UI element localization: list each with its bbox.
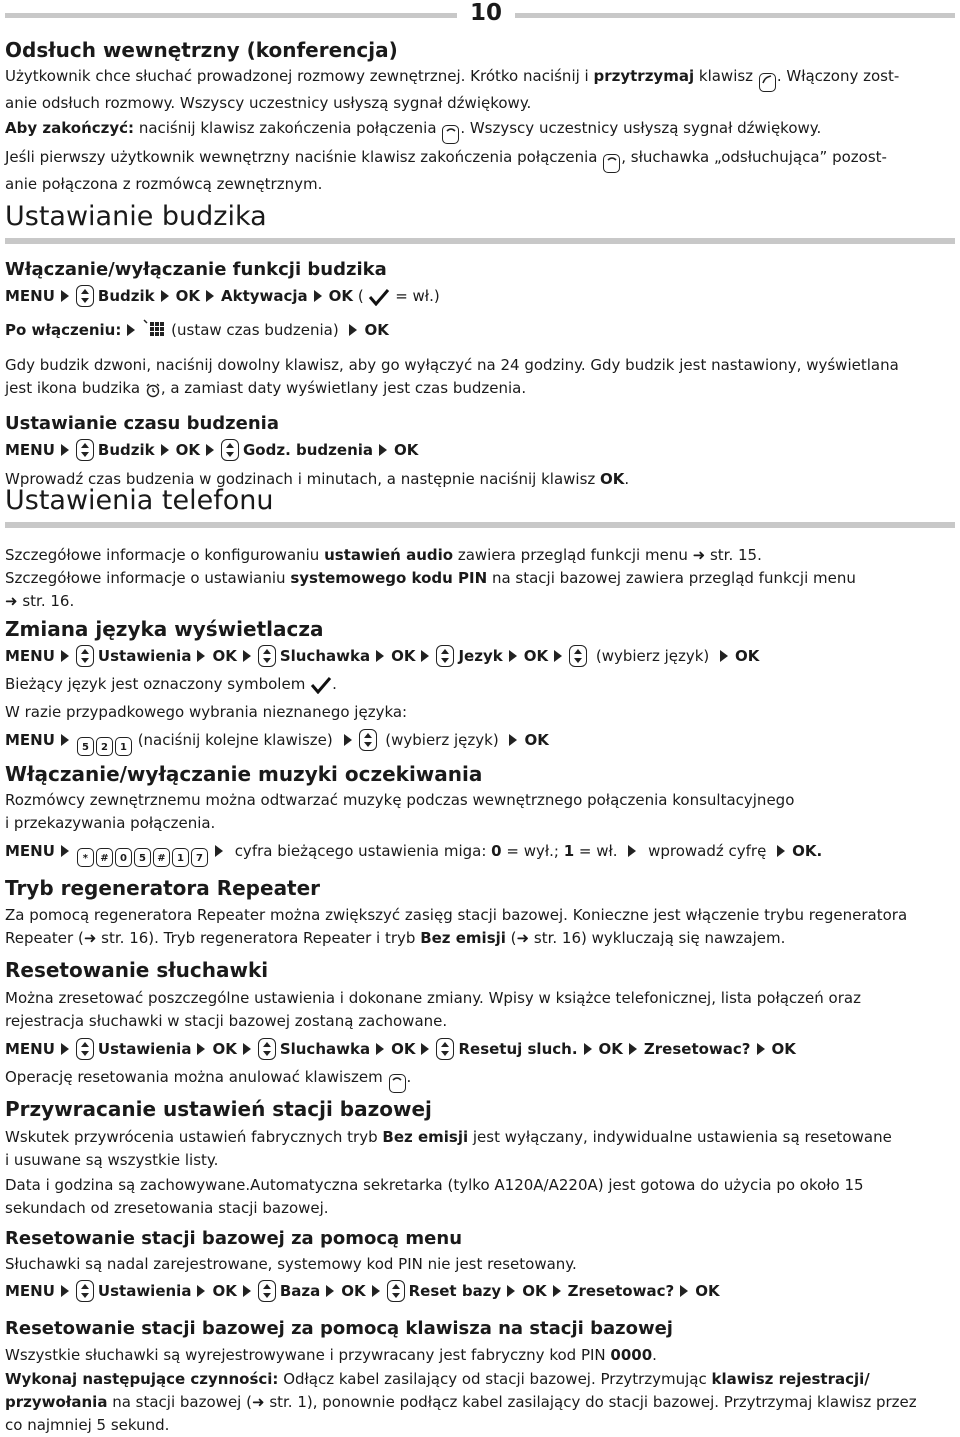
nav-key-icon: [436, 645, 454, 667]
nav-key-icon: [258, 645, 276, 667]
alarm-clock-icon: [145, 382, 161, 405]
nav-key-icon: [436, 1038, 454, 1060]
ok-label: OK: [695, 1282, 720, 1300]
menu-path: [5, 1280, 955, 1303]
text: naciśnij klawisz zakończenia połączenia: [134, 119, 442, 137]
section-muzyka: [5, 762, 955, 867]
keypad-icon: [142, 318, 166, 347]
text: Wszystkie słuchawki są wyrejestrowywane i przywracany jest fabryczny kod PIN: [5, 1346, 611, 1364]
nav-key-icon: [258, 1280, 276, 1302]
key-0-icon: 0: [115, 848, 132, 867]
ok-label: OK: [524, 731, 549, 749]
section-title: Odsłuch wewnętrzny (konferencja): [5, 38, 398, 62]
paragraph-line: [5, 590, 955, 613]
menu-path: [5, 645, 955, 668]
text: Bieżący język jest oznaczony symbolem: [5, 675, 311, 693]
text: (wybierz język): [380, 731, 504, 749]
section-jezyk: [5, 617, 955, 756]
heading-rule: [5, 238, 955, 244]
paragraph-line: [5, 1368, 955, 1391]
text: .: [406, 1068, 412, 1086]
text: jest ikona budzika: [5, 379, 145, 397]
bold-text: 0000: [610, 1346, 653, 1364]
ok-label: OK: [391, 647, 416, 665]
triangle-arrow-icon: [197, 1043, 205, 1055]
paragraph-line: rejestracja słuchawki w stacji bazowej zostaną zachowane.: [5, 1012, 448, 1030]
triangle-arrow-icon: [554, 650, 562, 662]
bold-text: 1: [563, 842, 575, 860]
text: .: [652, 1346, 657, 1364]
paragraph-line: [5, 1126, 955, 1149]
text: na stacji bazowej zawiera przegląd funkcji menu: [487, 569, 856, 587]
triangle-arrow-icon: [344, 734, 352, 746]
reference-arrow-icon: ➜: [251, 1393, 265, 1411]
text: (wybierz język): [591, 647, 715, 665]
menu-label: MENU: [5, 287, 55, 305]
text: Repeater (: [5, 929, 84, 947]
menu-item: Ustawienia: [97, 1282, 192, 1300]
ok-label: OK: [598, 1040, 623, 1058]
key-1-icon: 1: [172, 848, 189, 867]
nav-key-icon: [76, 1280, 94, 1302]
page-number: 10: [469, 0, 502, 26]
ok-label: OK: [328, 287, 354, 305]
triangle-arrow-icon: [61, 444, 69, 456]
menu-path: [5, 729, 955, 756]
text: str. 1), ponownie podłącz kabel zasilający do stacji bazowej. Przytrzymaj klawisz przez: [264, 1393, 917, 1411]
reference-arrow-icon: ➜: [83, 929, 97, 947]
triangle-arrow-icon: [61, 1285, 69, 1297]
menu-item: Budzik: [97, 441, 155, 459]
triangle-arrow-icon: [206, 444, 214, 456]
header-rule-right: [515, 13, 955, 18]
key-hash-icon: #: [153, 848, 170, 867]
menu-path: [5, 318, 955, 347]
triangle-arrow-icon: [243, 1043, 251, 1055]
text: Operację resetowania można anulować klawiszem: [5, 1068, 388, 1086]
ok-label: OK: [212, 1040, 237, 1058]
ok-label: OK: [341, 1282, 366, 1300]
text: zawiera przegląd funkcji menu: [453, 546, 693, 564]
section-reset-sluchawki: [5, 958, 955, 1093]
text: klawisz: [694, 67, 758, 85]
text: = wył.;: [501, 842, 564, 860]
ok-label: OK: [735, 647, 760, 665]
ok-label: OK: [771, 1040, 796, 1058]
ok-label: OK: [212, 1282, 237, 1300]
text: wprowadź cyfrę: [643, 842, 772, 860]
triangle-arrow-icon: [376, 1043, 384, 1055]
triangle-arrow-icon: [61, 734, 69, 746]
menu-path: [5, 840, 955, 867]
section-przywracanie: [5, 1097, 955, 1220]
section-heading: Ustawianie budzika: [5, 201, 267, 232]
paragraph-line: [5, 673, 955, 701]
triangle-arrow-icon: [372, 1285, 380, 1297]
triangle-arrow-icon: [161, 444, 169, 456]
triangle-arrow-icon: [421, 1043, 429, 1055]
paragraph-line: sekundach od zresetowania stacji bazowej.: [5, 1199, 329, 1217]
ok-label: OK: [523, 647, 549, 665]
section-title: Resetowanie słuchawki: [5, 958, 269, 982]
text: Użytkownik chce słuchać prowadzonej rozmowy zewnętrznej. Krótko naciśnij i: [5, 67, 594, 85]
section-title: Włączanie/wyłączanie muzyki oczekiwania: [5, 762, 483, 786]
end-call-key-icon: [389, 1074, 406, 1093]
menu-item: Jezyk: [458, 647, 503, 665]
key-5-icon: 5: [134, 848, 151, 867]
ok-label: OK: [391, 1040, 416, 1058]
paragraph-line: [5, 146, 955, 173]
triangle-arrow-icon: [553, 1285, 561, 1297]
triangle-arrow-icon: [243, 650, 251, 662]
nav-key-icon: [76, 439, 94, 461]
bold-text: Bez emisji: [420, 929, 506, 947]
nav-key-icon: [359, 729, 377, 751]
triangle-arrow-icon: [584, 1043, 592, 1055]
triangle-arrow-icon: [326, 1285, 334, 1297]
text: str. 15.: [705, 546, 762, 564]
paragraph-line: co najmniej 5 sekund.: [5, 1416, 170, 1434]
triangle-arrow-icon: [314, 290, 322, 302]
text: (: [353, 287, 369, 305]
bold-text: Bez emisji: [382, 1128, 469, 1146]
key-2-icon: 2: [96, 737, 113, 756]
checkmark-icon: [310, 676, 332, 701]
bold-text: systemowego kodu PIN: [290, 569, 488, 587]
text: Wprowadź czas budzenia w godzinach i minutach, a następnie naciśnij klawisz: [5, 470, 601, 488]
triangle-arrow-icon: [421, 650, 429, 662]
subsection-title: Włączanie/wyłączanie funkcji budzika: [5, 259, 387, 280]
menu-item: Ustawienia: [97, 1040, 192, 1058]
bold-text: 0: [491, 842, 502, 860]
nav-key-icon: [569, 645, 587, 667]
triangle-arrow-icon: [629, 1043, 637, 1055]
heading-rule: [5, 522, 955, 528]
paragraph-line: anie połączona z rozmówcą zewnętrznym.: [5, 175, 323, 193]
paragraph-line: Data i godzina są zachowywane.Automatyczna sekretarka (tylko A120A/A220A) jest gotowa do użycia po około 15: [5, 1176, 864, 1194]
menu-item: Resetuj sluch.: [458, 1040, 578, 1058]
subsection-title: Resetowanie stacji bazowej za pomocą klawisza na stacji bazowej: [5, 1318, 673, 1339]
paragraph-line: [5, 927, 955, 950]
bold-text: klawisz rejestracji/: [711, 1370, 870, 1388]
bold-text: OK: [600, 470, 625, 488]
nav-key-icon: [258, 1038, 276, 1060]
checkmark-icon: [368, 288, 390, 313]
section-repeater: [5, 876, 955, 950]
section-ustawienia-telefonu: [5, 484, 955, 613]
ok-label: OK: [394, 441, 419, 459]
text: . Wszyscy uczestnicy usłyszą sygnał dźwiękowy.: [460, 119, 822, 137]
triangle-arrow-icon: [61, 845, 69, 857]
triangle-arrow-icon: [509, 734, 517, 746]
triangle-arrow-icon: [61, 1043, 69, 1055]
menu-item: Godz. budzenia: [243, 441, 374, 459]
paragraph-line: W razie przypadkowego wybrania nieznanego języka:: [5, 703, 408, 721]
section-budzik: [5, 200, 955, 491]
triangle-arrow-icon: [720, 650, 728, 662]
ok-label: OK: [522, 1282, 547, 1300]
triangle-arrow-icon: [197, 650, 205, 662]
text: (: [505, 929, 517, 947]
section-title: Tryb regeneratora Repeater: [5, 876, 321, 900]
key-star-icon: *: [77, 848, 94, 867]
ok-label: OK.: [792, 842, 823, 860]
text: , a zamiast daty wyświetlany jest czas budzenia.: [160, 379, 527, 397]
triangle-arrow-icon: [509, 650, 517, 662]
triangle-arrow-icon: [680, 1285, 688, 1297]
key-hash-icon: #: [96, 848, 113, 867]
menu-item: Reset bazy: [408, 1282, 502, 1300]
triangle-arrow-icon: [628, 845, 636, 857]
key-5-icon: 5: [77, 737, 94, 756]
text: .: [624, 470, 630, 488]
ok-label: OK: [212, 647, 237, 665]
triangle-arrow-icon: [215, 845, 223, 857]
text: Jeśli pierwszy użytkownik wewnętrzny naciśnie klawisz zakończenia połączenia: [5, 148, 603, 166]
text: Odłącz kabel zasilający od stacji bazowej. Przytrzymując: [278, 1370, 712, 1388]
bold-text: Aby zakończyć:: [5, 119, 135, 137]
triangle-arrow-icon: [349, 324, 357, 336]
triangle-arrow-icon: [379, 444, 387, 456]
section-reset-klawisz: [5, 1318, 955, 1437]
menu-label: MENU: [5, 647, 55, 665]
section-reset-menu: [5, 1228, 955, 1303]
text: cyfra bieżącego ustawienia miga:: [229, 842, 492, 860]
menu-item: Budzik: [97, 287, 155, 305]
paragraph-line: [5, 1066, 955, 1093]
menu-item: Sluchawka: [279, 647, 371, 665]
triangle-arrow-icon: [777, 845, 785, 857]
menu-item: Aktywacja: [221, 287, 308, 305]
key-7-icon: 7: [191, 848, 208, 867]
triangle-arrow-icon: [61, 650, 69, 662]
triangle-arrow-icon: [61, 290, 69, 302]
menu-label: MENU: [5, 731, 55, 749]
nav-key-icon: [387, 1280, 405, 1302]
menu-label: MENU: [5, 842, 55, 860]
bold-text: Po włączeniu:: [5, 321, 122, 339]
paragraph-line: [5, 1344, 955, 1367]
section-heading: Ustawienia telefonu: [5, 485, 274, 516]
triangle-arrow-icon: [127, 324, 135, 336]
nav-key-icon: [221, 439, 239, 461]
text: , słuchawka „odsłuchująca” pozost-: [621, 148, 887, 166]
bold-text: ustawień audio: [324, 546, 454, 564]
ok-label: OK: [175, 287, 200, 305]
paragraph-line: Rozmówcy zewnętrznemu można odtwarzać muzykę podczas wewnętrznego połączenia konsultacyjnego: [5, 791, 795, 809]
bold-text: przywołania: [5, 1393, 108, 1411]
page-header-bar: [5, 0, 955, 26]
reference-arrow-icon: ➜: [5, 592, 18, 610]
menu-item: Ustawienia: [97, 647, 192, 665]
text: str. 16.: [17, 592, 75, 610]
nav-key-icon: [76, 1038, 94, 1060]
menu-item: Sluchawka: [279, 1040, 371, 1058]
triangle-arrow-icon: [376, 650, 384, 662]
ok-label: OK: [364, 321, 389, 339]
paragraph-line: i przekazywania połączenia.: [5, 814, 216, 832]
section-odsluch: [5, 38, 955, 196]
key-1-icon: 1: [115, 737, 132, 756]
text: Szczegółowe informacje o ustawianiu: [5, 569, 291, 587]
end-call-key-icon: [442, 125, 459, 144]
end-call-key-icon: [603, 154, 620, 173]
reference-arrow-icon: ➜: [692, 546, 706, 564]
text: (naciśnij kolejne klawisze): [132, 731, 338, 749]
paragraph-line: [5, 1391, 955, 1414]
reference-arrow-icon: ➜: [516, 929, 530, 947]
menu-label: MENU: [5, 441, 55, 459]
triangle-arrow-icon: [243, 1285, 251, 1297]
text: (ustaw czas budzenia): [166, 321, 344, 339]
text: str. 16) wykluczają się nawzajem.: [529, 929, 786, 947]
paragraph-line: [5, 544, 955, 567]
text: str. 16). Tryb regeneratora Repeater i tryb: [96, 929, 421, 947]
menu-path: [5, 439, 955, 462]
section-title: Przywracanie ustawień stacji bazowej: [5, 1097, 432, 1121]
triangle-arrow-icon: [197, 1285, 205, 1297]
paragraph-line: [5, 65, 955, 92]
text: . Włączony zost-: [776, 67, 900, 85]
paragraph-line: [5, 567, 955, 590]
subsection-title: Resetowanie stacji bazowej za pomocą menu: [5, 1228, 463, 1249]
menu-label: MENU: [5, 1282, 55, 1300]
talk-key-icon: [759, 73, 776, 92]
nav-key-icon: [76, 285, 94, 307]
ok-label: OK: [175, 441, 200, 459]
paragraph-line: Za pomocą regeneratora Repeater można zwiększyć zasięg stacji bazowej. Konieczne jest włączenie trybu regeneratora: [5, 906, 908, 924]
section-title: Zmiana języka wyświetlacza: [5, 617, 324, 641]
text: na stacji bazowej (: [107, 1393, 252, 1411]
bold-text: Wykonaj następujące czynności:: [5, 1370, 279, 1388]
menu-path: [5, 285, 955, 313]
menu-path: [5, 1038, 955, 1061]
bold-text: przytrzymaj: [593, 67, 695, 85]
text: .: [332, 675, 337, 693]
text: Wskutek przywrócenia ustawień fabrycznych tryb: [5, 1128, 383, 1146]
text: = wł.): [390, 287, 440, 305]
paragraph-line: [5, 117, 955, 144]
paragraph-line: Można zresetować poszczególne ustawienia i dokonane zmiany. Wpisy w książce telefonicznej, lista połączeń oraz: [5, 989, 861, 1007]
menu-item: Baza: [279, 1282, 321, 1300]
paragraph-line: [5, 377, 955, 405]
menu-item: Zresetowac?: [567, 1282, 675, 1300]
triangle-arrow-icon: [206, 290, 214, 302]
triangle-arrow-icon: [161, 290, 169, 302]
menu-label: MENU: [5, 1040, 55, 1058]
paragraph-line: anie odsłuch rozmowy. Wszyscy uczestnicy usłyszą sygnał dźwiękowy.: [5, 94, 532, 112]
text: = wł.: [574, 842, 623, 860]
subsection-title: Ustawianie czasu budzenia: [5, 413, 279, 434]
paragraph-line: Słuchawki są nadal zarejestrowane, systemowy kod PIN nie jest resetowany.: [5, 1255, 577, 1273]
header-rule-left: [5, 13, 457, 18]
nav-key-icon: [76, 645, 94, 667]
paragraph-line: Gdy budzik dzwoni, naciśnij dowolny klawisz, aby go wyłączyć na 24 godziny. Gdy budzik jest nastawiony, wyświetlana: [5, 356, 899, 374]
triangle-arrow-icon: [507, 1285, 515, 1297]
triangle-arrow-icon: [757, 1043, 765, 1055]
text: Szczegółowe informacje o konfigurowaniu: [5, 546, 325, 564]
paragraph-line: i usuwane są wszystkie listy.: [5, 1151, 219, 1169]
text: jest wyłączany, indywidualne ustawienia są resetowane: [468, 1128, 892, 1146]
menu-item: Zresetowac?: [643, 1040, 751, 1058]
